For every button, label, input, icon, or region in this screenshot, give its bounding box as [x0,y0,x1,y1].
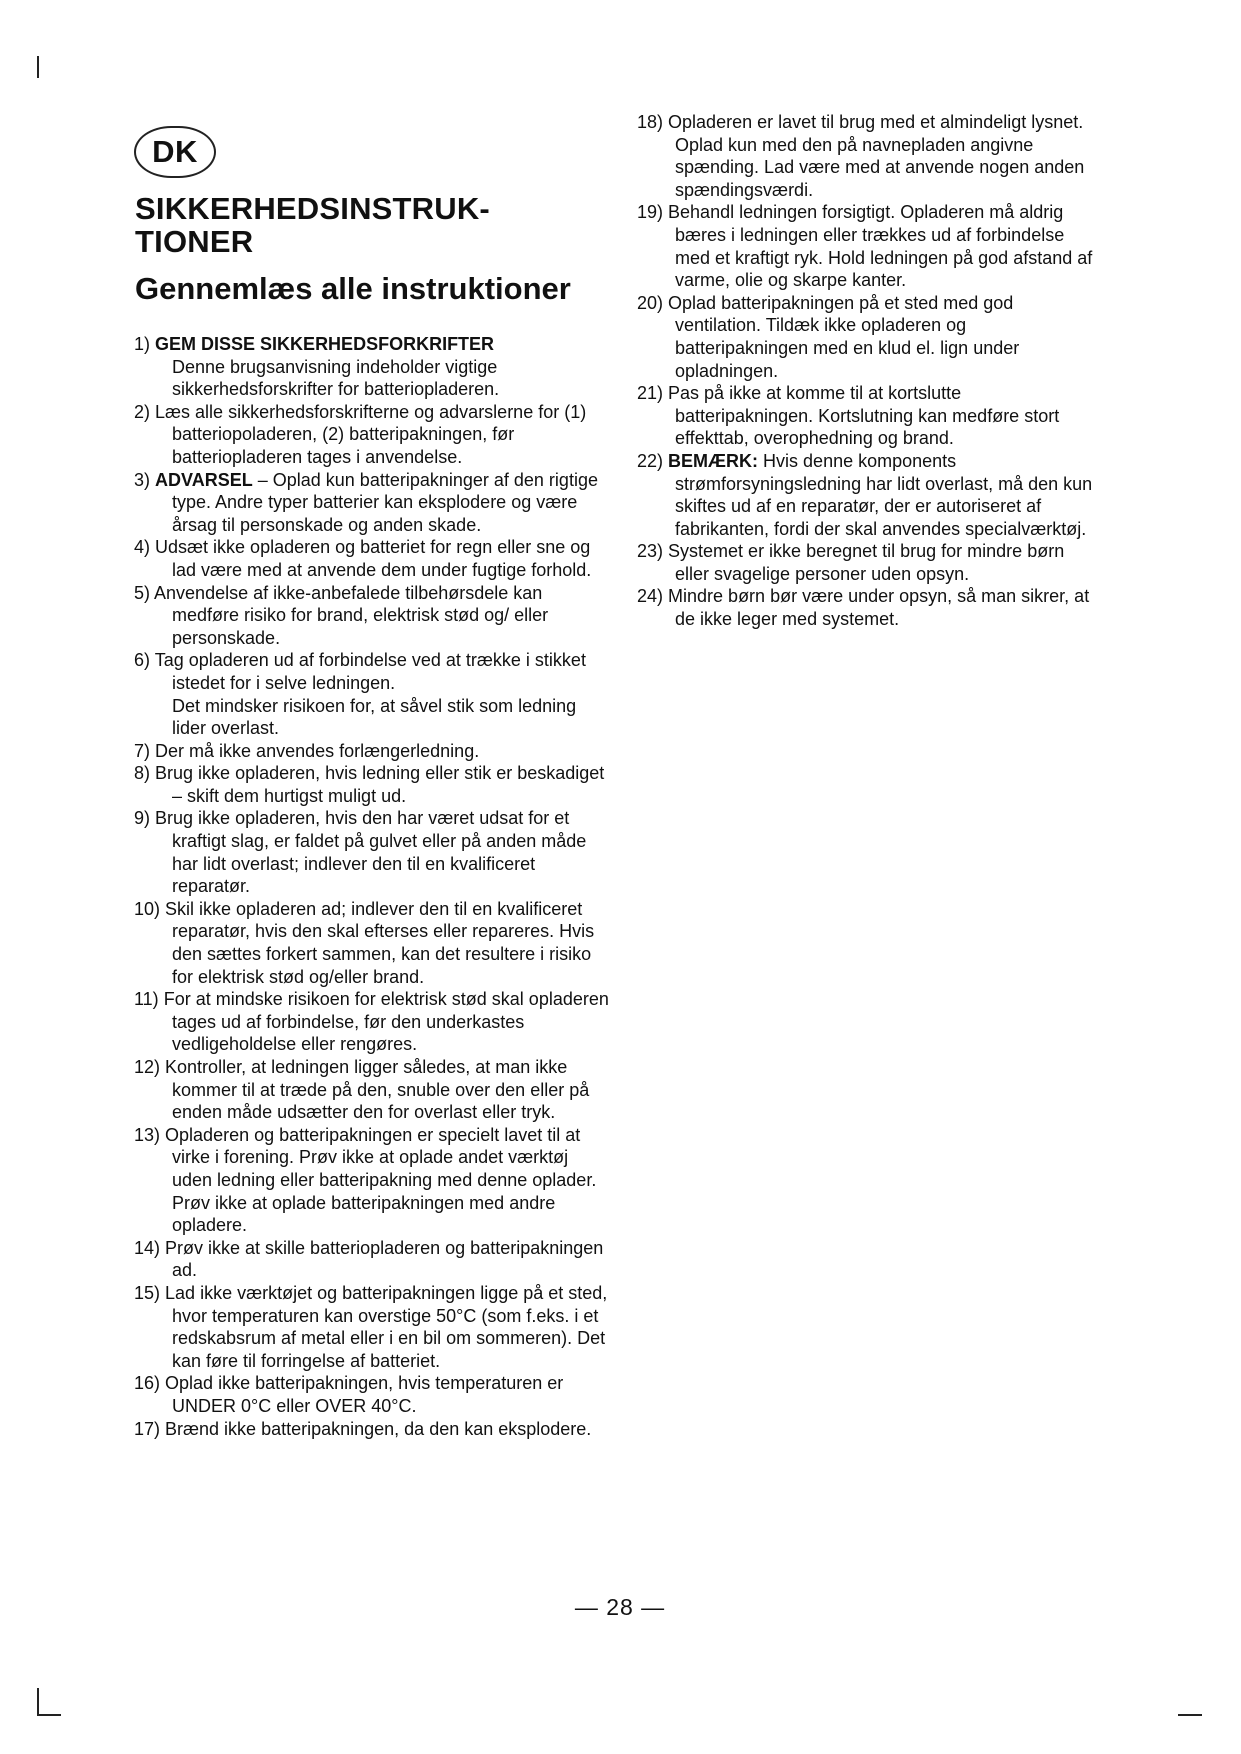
instruction-text: Behandl ledningen forsigtigt. Opladeren må aldrig bæres i ledningen eller trækkes ud af forbindelse med et kraftigt ryk. Hold ledningen på god afstand af varme, olie og skarpe kanter. [668,202,1093,291]
instruction-number: 1) [134,334,151,354]
instruction-note: Det mindsker risikoen for, at såvel stik som ledning lider overlast. [172,695,577,739]
crop-mark-top-left [37,56,39,78]
instruction-text: Der må ikke anvendes forlængerledning. [155,740,480,761]
instruction-item [134,762,610,807]
instruction-text: Anvendelse af ikke-anbefalede tilbehørsdele kan medføre risiko for brand, elektrisk stød og/ eller personskade. [154,582,549,648]
instruction-item [637,450,1101,540]
instruction-number: 14) [134,1237,161,1258]
instruction-number: 11) [134,989,159,1010]
instruction-text: Udsæt ikke opladeren og batteriet for regn eller sne og lad være med at anvende dem under fugtige forhold. [155,537,592,580]
instruction-lead: ADVARSEL [155,469,253,490]
instruction-item [134,1124,610,1237]
instruction-item [134,1237,610,1282]
instruction-number: 9) [134,808,151,829]
instruction-number: 24) [637,586,664,607]
instruction-item [134,582,610,650]
instruction-text: Tag opladeren ud af forbindelse ved at trække i stikket istedet for i selve ledningen. [154,650,586,693]
instruction-item [637,111,1101,201]
instruction-number: 5) [134,582,151,603]
instruction-item [134,401,610,469]
instruction-lead: GEM DISSE SIKKERHEDSFORKRIFTER [155,334,495,354]
page-subtitle: Gennemlæs alle instruktioner [135,271,571,306]
instruction-item [134,1056,610,1124]
instruction-number: 13) [134,1124,161,1145]
instruction-text: Hvis denne komponents strømforsyningsledning har lidt overlast, må den kun skiftes ud af en reparatør, der er autoriseret af fabrikanten, fordi der skal anvendes specialværktøj. [675,450,1093,539]
instruction-text: Lad ikke værktøjet og batteripakningen ligge på et sted, hvor temperaturen kan overstige 50°C (som f.eks. i et redskabsrum af metal eller i en bil om sommeren). Det kan føre til forringelse af batteriet. [165,1282,608,1371]
instruction-text: For at mindske risikoen for elektrisk stød skal opladeren tages ud af forbindelse, før den underkastes vedligeholdelse eller rengøres. [163,989,609,1055]
instruction-text: Systemet er ikke beregnet til brug for mindre børn eller svagelige personer uden opsyn. [668,541,1065,584]
instruction-text: Brug ikke opladeren, hvis den har været udsat for et kraftigt slag, er faldet på gulvet eller på anden måde har lidt overlast; indlever den til en kvalificeret reparatør. [155,808,587,897]
instruction-number: 2) [134,401,151,422]
instruction-note: Denne brugsanvisning indeholder vigtige sikkerhedsforskrifter for batteriopladeren. [172,356,500,400]
instruction-lead: BEMÆRK: [668,450,759,471]
instruction-text: Kontroller, at ledningen ligger således, at man ikke kommer til at træde på den, snuble over den eller på enden måde udsætter den for overlast eller tryk. [165,1057,590,1123]
page-number: — 28 — [574,1594,666,1620]
instruction-item [134,1372,610,1417]
instruction-item [134,898,610,988]
instruction-number: 10) [134,898,161,919]
instruction-item [134,988,610,1056]
instruction-number: 3) [134,469,151,490]
instruction-item [134,333,610,356]
language-badge: DK [134,126,216,178]
instruction-number: 21) [637,383,664,404]
instruction-number: 7) [134,740,151,761]
instruction-number: 23) [637,541,664,562]
right-column [637,111,1101,631]
instruction-text: – Oplad kun batteripakninger af den rigtige type. Andre typer batterier kan eksplodere og være årsag til personskade og anden skade. [172,469,598,535]
instruction-item [134,649,610,694]
instruction-text: Opladeren er lavet til brug med et almindeligt lysnet. Oplad kun med den på navnepladen angivne spænding. Lad være med at anvende nogen anden spændingsværdi. [668,112,1085,200]
instruction-number: 19) [637,202,664,223]
instruction-item [637,585,1101,630]
crop-mark-bottom-left-vertical [37,1688,39,1716]
instruction-number: 12) [134,1057,161,1077]
instruction-text: Mindre børn bør være under opsyn, så man sikrer, at de ikke leger med systemet. [668,586,1090,630]
instruction-number: 22) [637,450,664,471]
instruction-item [134,536,610,581]
instruction-text: Pas på ikke at komme til at kortslutte batteripakningen. Kortslutning kan medføre stort effekttab, overophedning og brand. [668,383,1060,449]
instruction-number: 17) [134,1418,161,1439]
instruction-text: Brug ikke opladeren, hvis ledning eller stik er beskadiget – skift dem hurtigst muligt ud. [155,763,605,806]
instruction-item [637,382,1101,450]
page-title [135,192,490,258]
instruction-text: Brænd ikke batteripakningen, da den kan eksplodere. [165,1418,592,1439]
instruction-item [134,469,610,537]
instruction-text: Skil ikke opladeren ad; indlever den til en kvalificeret reparatør, hvis den skal efterses eller repareres. Hvis den sættes forkert sammen, kan det resultere i risiko for elektrisk stød og/eller brand. [165,898,595,987]
instruction-text: Opladeren og batteripakningen er specielt lavet til at virke i forening. Prøv ikke at oplade andet værktøj uden ledning eller batteripakning med denne oplader. Prøv ikke at oplade batteripakningen med andre opladere. [165,1124,597,1236]
instruction-number: 16) [134,1373,161,1394]
instruction-number: 18) [637,112,664,132]
left-column [134,333,610,1440]
instruction-text: Oplad batteripakningen på et sted med god ventilation. Tildæk ikke opladeren og batteripakningen med en klud el. lign under opladningen. [668,292,1020,381]
instruction-item [134,1418,610,1441]
instruction-item [637,201,1101,291]
instruction-text: Prøv ikke at skille batteriopladeren og batteripakningen ad. [165,1237,604,1281]
crop-mark-bottom-right [1178,1714,1202,1716]
title-line-1: SIKKERHEDSINSTRUK- [135,191,490,226]
instruction-number: 4) [134,537,151,558]
instruction-number: 8) [134,763,151,784]
instruction-item [134,1282,610,1372]
instruction-item [134,807,610,897]
instruction-text: Læs alle sikkerhedsforskrifterne og advarslerne for (1) batteriopoladeren, (2) batteripakningen, før batteriopladeren tages i anvendelse. [155,401,587,467]
instruction-text: Oplad ikke batteripakningen, hvis temperaturen er UNDER 0°C eller OVER 40°C. [165,1373,564,1416]
instruction-item [637,292,1101,382]
instruction-number: 15) [134,1282,161,1303]
instruction-item [637,540,1101,585]
instruction-number: 6) [134,650,151,671]
instruction-item [134,740,610,763]
crop-mark-bottom-left-horizontal [37,1714,61,1716]
instruction-number: 20) [637,292,664,313]
title-line-2: TIONER [135,224,254,259]
